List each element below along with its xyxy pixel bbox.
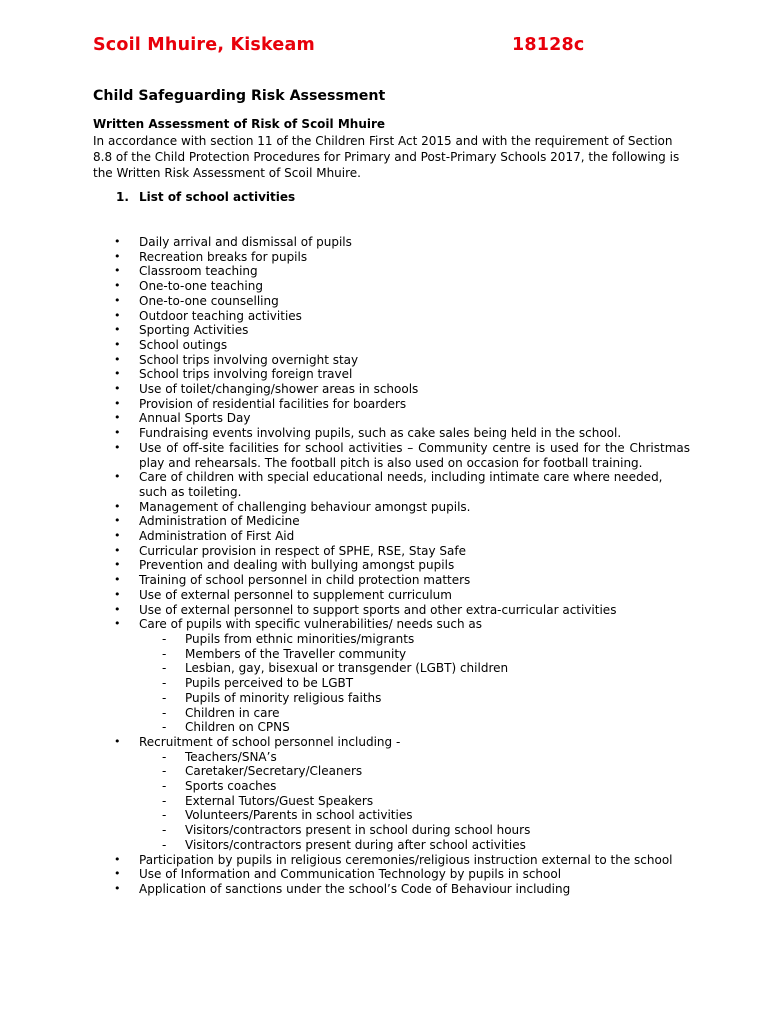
bullet-icon: •	[114, 867, 121, 881]
list-item-text: School trips involving overnight stay	[139, 352, 359, 367]
sub-list-item-text: Volunteers/Parents in school activities	[185, 808, 413, 823]
dash-icon: -	[162, 779, 167, 794]
list-item	[0, 338, 690, 353]
intro-paragraph: In accordance with section 11 of the Children First Act 2015 and with the requirement of Section 8.8 of the Child Protection Procedures for Primary and Post-Primary Schools 2017, the following is the Written Risk Assessment of Scoil Mhuire.	[93, 134, 680, 180]
sub-list-item-text: Pupils from ethnic minorities/migrants	[185, 631, 415, 646]
sub-list-item	[139, 794, 690, 809]
list-item-text: Administration of Medicine	[139, 514, 300, 529]
dash-icon: -	[162, 749, 167, 764]
list-item	[0, 853, 690, 868]
sub-list-item	[139, 838, 690, 853]
bullet-icon: •	[114, 543, 121, 557]
list-item	[0, 367, 690, 382]
section-number: 1.	[116, 190, 129, 204]
sub-list-item	[139, 808, 690, 823]
list-item	[0, 500, 690, 515]
sub-list	[139, 750, 690, 853]
list-item	[0, 588, 690, 603]
sub-list-item	[139, 632, 690, 647]
bullet-icon: •	[114, 602, 121, 616]
bullet-icon: •	[114, 279, 121, 293]
page-title: Child Safeguarding Risk Assessment	[93, 88, 386, 104]
bullet-icon: •	[114, 573, 121, 587]
sub-list-item-text: Children in care	[185, 705, 280, 720]
list-item-text: Fundraising events involving pupils, such as cake sales being held in the school.	[139, 426, 622, 441]
bullet-icon: •	[114, 734, 121, 748]
list-item	[0, 309, 690, 324]
bullet-icon: •	[114, 426, 121, 440]
list-item-text: Sporting Activities	[139, 323, 249, 338]
dash-icon: -	[162, 676, 167, 691]
sub-list-item-text: Lesbian, gay, bisexual or transgender (LGBT) children	[185, 661, 509, 676]
list-item	[0, 411, 690, 426]
list-item-text: Daily arrival and dismissal of pupils	[139, 235, 352, 249]
sub-list-item-text: Visitors/contractors present during after school activities	[185, 837, 526, 852]
list-item	[0, 353, 690, 368]
list-item	[0, 441, 690, 470]
activities-list	[0, 235, 690, 897]
list-item	[0, 867, 690, 882]
sub-list-item	[139, 720, 690, 735]
list-item-text: Use of Information and Communication Technology by pupils in school	[139, 867, 562, 882]
list-item	[0, 235, 690, 250]
sub-list-item	[139, 823, 690, 838]
list-item	[0, 279, 690, 294]
list-item-text: Care of children with special educational needs, including intimate care where needed, such as toileting.	[139, 470, 663, 499]
list-item	[0, 397, 690, 412]
section-heading	[116, 190, 295, 204]
list-item-text: Recruitment of school personnel including -	[139, 734, 401, 749]
bullet-icon: •	[114, 411, 121, 425]
sub-list-item-text: Pupils perceived to be LGBT	[185, 676, 354, 691]
list-item-text: Training of school personnel in child protection matters	[139, 573, 471, 588]
dash-icon: -	[162, 764, 167, 779]
list-item-text: School outings	[139, 337, 228, 352]
list-item-text: Use of off-site facilities for school activities – Community centre is used for the Christmas play and rehearsals. The football pitch is also used on occasion for football training.	[139, 440, 690, 470]
dash-icon: -	[162, 793, 167, 808]
dash-icon: -	[162, 646, 167, 661]
sub-list-item	[139, 661, 690, 676]
list-item	[0, 323, 690, 338]
sub-list-item	[139, 779, 690, 794]
list-item	[0, 558, 690, 573]
dash-icon: -	[162, 837, 167, 852]
list-item-text: Prevention and dealing with bullying amongst pupils	[139, 558, 455, 573]
sub-list-item-text: Pupils of minority religious faiths	[185, 690, 382, 705]
bullet-icon: •	[114, 617, 121, 631]
sub-list-item	[139, 676, 690, 691]
list-item-text: Use of toilet/changing/shower areas in schools	[139, 382, 419, 397]
sub-list	[139, 632, 690, 735]
list-item	[0, 544, 690, 559]
list-item	[0, 250, 690, 265]
bullet-icon: •	[114, 352, 121, 366]
bullet-icon: •	[114, 323, 121, 337]
list-item	[0, 426, 690, 441]
bullet-icon: •	[114, 881, 121, 895]
sub-list-item-text: Children on CPNS	[185, 720, 290, 735]
list-item-text: School trips involving foreign travel	[139, 367, 353, 382]
list-item-text: Annual Sports Day	[139, 411, 251, 426]
list-item	[0, 573, 690, 588]
list-item-text: Participation by pupils in religious ceremonies/religious instruction external to the school	[139, 852, 673, 867]
dash-icon: -	[162, 720, 167, 735]
bullet-icon: •	[114, 308, 121, 322]
bullet-icon: •	[114, 440, 121, 454]
dash-icon: -	[162, 661, 167, 676]
list-item	[0, 264, 690, 279]
bullet-icon: •	[114, 367, 121, 381]
bullet-icon: •	[114, 852, 121, 866]
list-item	[0, 514, 690, 529]
bullet-icon: •	[114, 514, 121, 528]
dash-icon: -	[162, 631, 167, 646]
bullet-icon: •	[114, 235, 121, 248]
dash-icon: -	[162, 690, 167, 705]
sub-list-item-text: Teachers/SNA’s	[185, 749, 277, 764]
school-name: Scoil Mhuire, Kiskeam	[93, 35, 315, 55]
dash-icon: -	[162, 705, 167, 720]
list-item-text: Classroom teaching	[139, 264, 258, 279]
bullet-icon: •	[114, 264, 121, 278]
sub-list-item-text: Members of the Traveller community	[185, 646, 407, 661]
bullet-icon: •	[114, 499, 121, 513]
dash-icon: -	[162, 823, 167, 838]
list-item	[0, 882, 690, 897]
subheading: Written Assessment of Risk of Scoil Mhuire	[93, 117, 386, 131]
bullet-icon: •	[114, 337, 121, 351]
sub-list-item	[139, 764, 690, 779]
list-item	[0, 382, 690, 397]
list-item-text: Provision of residential facilities for boarders	[139, 396, 407, 411]
sub-list-item	[139, 750, 690, 765]
bullet-icon: •	[114, 587, 121, 601]
bullet-icon: •	[114, 382, 121, 396]
list-item-text: Curricular provision in respect of SPHE, RSE, Stay Safe	[139, 543, 467, 558]
list-item-text: Application of sanctions under the school’s Code of Behaviour including	[139, 881, 571, 896]
list-item	[0, 470, 690, 499]
list-item-text: Management of challenging behaviour amongst pupils.	[139, 499, 471, 514]
sub-list-item-text: Caretaker/Secretary/Cleaners	[185, 764, 363, 779]
list-item	[0, 603, 690, 618]
list-item	[0, 529, 690, 544]
list-item-text: Care of pupils with specific vulnerabilities/ needs such as	[139, 617, 482, 632]
roll-number: 18128c	[512, 35, 585, 55]
bullet-icon: •	[114, 293, 121, 307]
sub-list-item-text: External Tutors/Guest Speakers	[185, 793, 374, 808]
bullet-icon: •	[114, 470, 121, 484]
sub-list-item-text: Visitors/contractors present in school during school hours	[185, 823, 531, 838]
sub-list-item-text: Sports coaches	[185, 779, 277, 794]
bullet-icon: •	[114, 396, 121, 410]
list-item-text: Outdoor teaching activities	[139, 308, 302, 323]
list-item-text: Administration of First Aid	[139, 529, 295, 544]
list-item-text: One-to-one teaching	[139, 279, 263, 294]
list-item-text: One-to-one counselling	[139, 293, 279, 308]
list-item-text: Recreation breaks for pupils	[139, 249, 308, 264]
bullet-icon: •	[114, 558, 121, 572]
list-item-text: Use of external personnel to supplement curriculum	[139, 587, 452, 602]
section-title: List of school activities	[139, 190, 296, 204]
list-item	[0, 617, 690, 735]
list-item	[0, 294, 690, 309]
sub-list-item	[139, 691, 690, 706]
dash-icon: -	[162, 808, 167, 823]
sub-list-item	[139, 706, 690, 721]
bullet-icon: •	[114, 249, 121, 263]
sub-list-item	[139, 647, 690, 662]
list-item	[0, 735, 690, 853]
bullet-icon: •	[114, 529, 121, 543]
list-item-text: Use of external personnel to support sports and other extra-curricular activities	[139, 602, 617, 617]
